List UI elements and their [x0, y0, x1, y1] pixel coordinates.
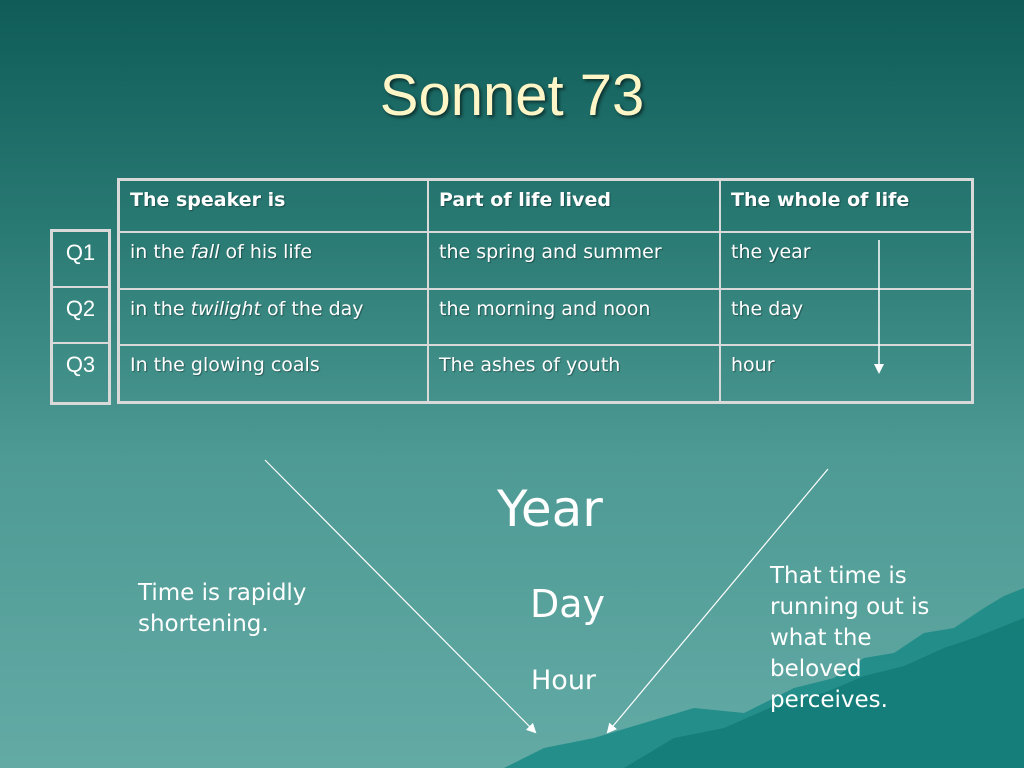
scale-hour: Hour	[531, 665, 597, 696]
part-cell: the morning and noon	[428, 289, 720, 346]
slide-title: Sonnet 73	[379, 63, 645, 128]
part-cell: The ashes of youth	[428, 345, 720, 402]
whole-cell: the day	[720, 289, 973, 346]
note-right: That time is running out is what the beloved perceives.	[770, 563, 930, 713]
scale-year: Year	[497, 480, 603, 538]
part-cell: the spring and summer	[428, 232, 720, 289]
scale-day: Day	[530, 582, 606, 626]
column-header: The whole of life	[720, 180, 973, 233]
whole-cell: hour	[720, 345, 973, 402]
speaker-cell: in the twilight of the day	[119, 289, 429, 346]
speaker-cell: in the fall of his life	[119, 232, 429, 289]
note-left: Time is rapidly shortening.	[138, 580, 307, 637]
column-header: Part of life lived	[428, 180, 720, 233]
speaker-cell: In the glowing coals	[119, 345, 429, 402]
quatrain-label: Q1	[53, 232, 108, 288]
column-header: The speaker is	[119, 180, 429, 233]
whole-cell: the year	[720, 232, 973, 289]
quatrain-label: Q2	[53, 288, 108, 344]
quatrain-label: Q3	[65, 352, 96, 377]
